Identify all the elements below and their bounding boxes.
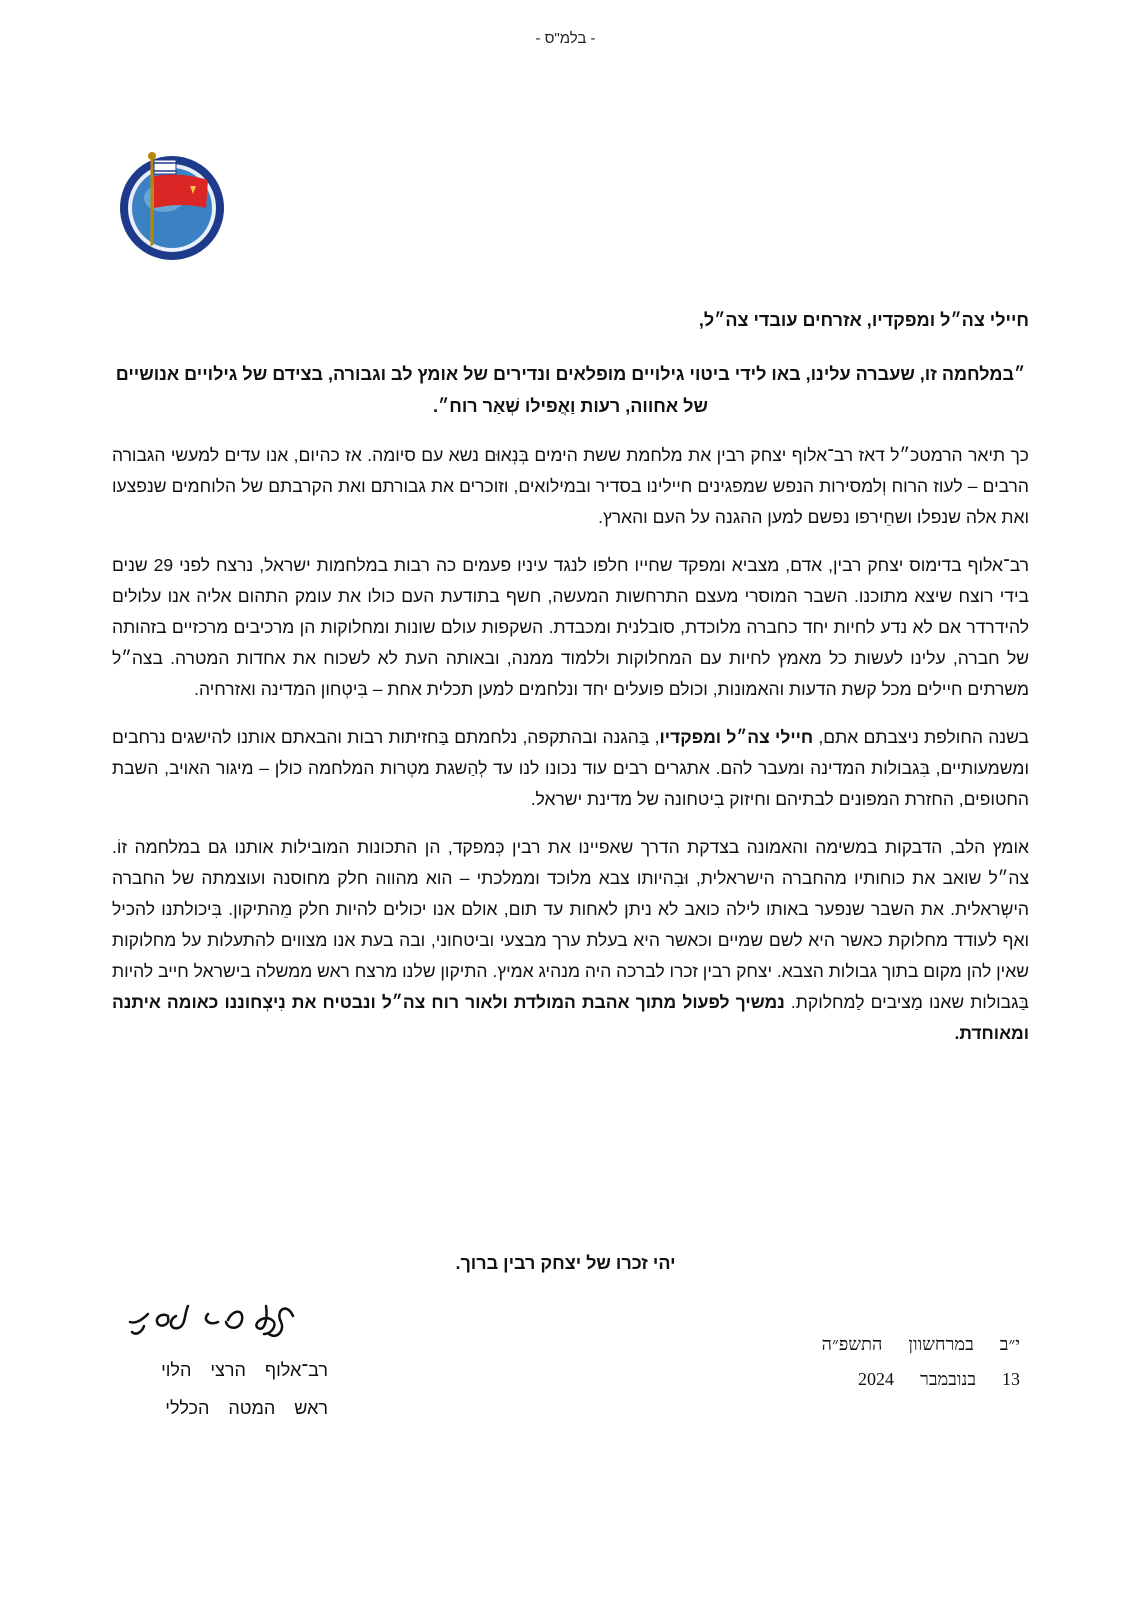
paragraph-3-text-a: בשנה החולפת ניצבתם אתם, (813, 727, 1029, 747)
hebrew-date-day: י״ב (999, 1334, 1020, 1354)
paragraph-4-text: אומץ הלב, הדבקות במשימה והאמונה בצדקת הדרך שאפיינו את רבין כְּמפקד, הן התכונות המובילות אותנו גם במלחמה זוֹ. צה״ל שואב את כוחותיו מהחברה הישראלית, וּבִהיותו צבא מלוכד וממלכתי – הוא מהווה חלק מחוסנה ועוצמתה של החברה הישְראלית. את השבר שנפער באותו לילה כואב לא ניתן לאחות עד תום, אולם אנו יכולים להיות חלק מֵהתיקון. בִּיכולתנו להכיל ואף לעודד מחלוקת כאשר היא לשם שמיים וכאשר היא בעלת ערך מבצעי וביטחוני, ובה בעת אנו מצווים להתעלות על מחלוקות שאין להן מקום בתוך גבולות הצבא. יצחק רבין זכרו לברכה היה מנהיג אמיץ. התיקון שלנו מרצח ראש ממשלה בישראל חייב להיות בַּגבולות שאנו מַציבים לַמחלוקת. (112, 837, 1029, 1012)
idf-general-staff-emblem (112, 146, 232, 266)
gregorian-date-year: 2024 (858, 1369, 894, 1389)
memorial-line: יהי זכרו של יצחק רבין ברוך. (455, 1253, 676, 1273)
gregorian-date-day: 13 (1002, 1369, 1020, 1389)
salutation: חיילי צה״ל ומפקדיו, אזרחים עובדי צה״ל, (698, 310, 1029, 330)
signature-stroke-2 (130, 1306, 188, 1334)
paragraph-2: רב־אלוף בדימוס יצחק רבין, אדם, מצביא ומפקד שחייו חלפו לנגד עיניו פעמים כה רבות במלחמות ישראל, נרצח לפני 29 שנים בידי רוצח שיצא מתוכנו. השבר המוסרי מעצם התרחשות המעשה, חשף בתודעת העם כולו את עומק התהום אליה אנו עלולים להידרדר אם לא נדע לחיות יחד כחברה מלוכדת, סובלנית ומכבדת. השקפות עולם שונות ומחלוקות הן מרכיבים מרכזיים בזהותה של חברה, עלינו לעשות כל מאמץ לחיות עם המחלוקות וללמוד ממנה, ובאותה העת לא לשכוח את אחדות המטרה. בצה״ל משרתים חיילים מכל קשת הדעות והאמונות, וכולם פועלים יחד ונלחמים למען תכלית אחת – בִּיטְחון המדינה ואזרחיה. (112, 555, 1030, 699)
date-block (780, 1334, 1020, 1404)
letter-body (112, 306, 1029, 1066)
hebrew-date (780, 1334, 1020, 1355)
opening-quote: ״במלחמה זו, שעברה עלינו, באו לידי ביטוי גילויים מופלאים ונדירים של אומץ לב וגבורה, בצידם של גילויים אנושיים של אחווה, רעות וַאֲפילו שְׁאַר רוח״. (115, 364, 1026, 416)
gregorian-date (780, 1369, 1020, 1390)
flag-pole-top (148, 152, 156, 160)
signatory-role: ראש המטה הכללי (165, 1398, 328, 1418)
emblem-graphic (112, 146, 232, 266)
signature-stroke-1 (206, 1306, 293, 1336)
paragraph-1: כך תיאר הרמטכ״ל דאז רב־אלוף יצחק רבין את מלחמת ששת הימים בְּנְאוּם נשא עם סיומה. אז כהיום, אנו עדים למעשי הגבורה הרבים – לעוז הרוח וְלמסירות הנפש שמפגינים חיילינו בסדיר ובמילואים, וזוכרים את גבורתם ואת הקרבתם של הלוחמים שנפצעו ואת אלה שנפלו ושחֵירפו נפשם למען ההגנה על העם והארץ. (112, 445, 1029, 527)
hebrew-date-year: התשפ״ה (821, 1334, 883, 1354)
paragraph-4-emphasis: נמשיך לפעול מתוך אהבת המולדת ולאור רוח צה״ל ונבטיח את נִיצְחוננו כאומה איתנה ומאוחדת. (112, 992, 1029, 1043)
hebrew-date-month: במרחשוון (908, 1334, 974, 1354)
classification-mark: - בלמ"ס - (535, 30, 596, 47)
handwritten-signature (108, 1286, 328, 1346)
signatory-name: רב־אלוף הרצי הלוי (161, 1360, 328, 1380)
red-flag (154, 175, 208, 208)
paragraph-4 (112, 832, 1029, 1049)
signature-block (108, 1286, 348, 1422)
gregorian-date-month: בנובמבר (920, 1369, 976, 1389)
paragraph-3-text-b: , בַּהגנה ובהתקפה, נלחמתם בַּחזיתות רבות והבאתם אותנו להישגים נרחבים ומשמעותיים, בִּגבולות המדינה ומעבר להם. אתגרים רבים עוד נכונו לנו עד לְהַשגת מטְרות המלחמה כולן – מיגור האויב, השבת החטופים, החזרת המפונים לבתיהם וחיזוק בִיטחונה של מדינת ישראל. (112, 727, 1029, 809)
israel-flag (154, 160, 176, 174)
paragraph-3 (112, 722, 1029, 815)
paragraph-3-emphasis: חיילי צה״ל ומפקדיו (659, 727, 814, 747)
